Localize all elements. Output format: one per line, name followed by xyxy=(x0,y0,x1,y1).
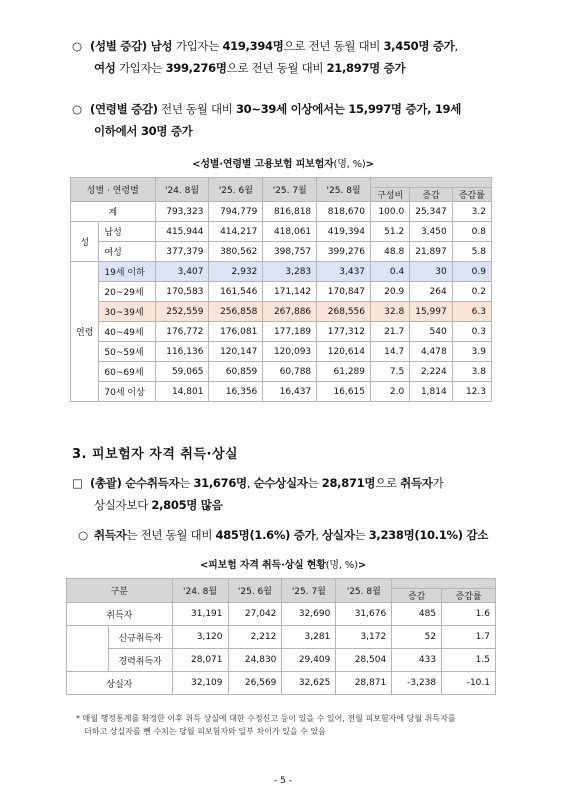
header-sub: 구성비 xyxy=(371,188,410,202)
table-row: 40~49세 176,772 176,081 177,189 177,312 21.7 540 0.3 xyxy=(71,322,492,342)
table-row: 취득자 31,191 27,042 32,690 31,676 485 1.6 xyxy=(67,603,496,626)
header-col: '25. 6월 xyxy=(209,178,263,202)
table-row: 50~59세 116,136 120,147 120,093 120,614 14.7 4,478 3.9 xyxy=(71,342,492,362)
header-col: '25. 8월 xyxy=(336,579,392,603)
page-number: - 5 - xyxy=(274,776,292,786)
gender-change-paragraph: ○ (성별 증감) 남성 가입자는 419,394명으로 전년 동월 대비 3,450명 증가, 여성 가입자는 399,276명으로 전년 동월 대비 21,897명 증가 xyxy=(72,39,458,75)
header-col: '25. 8월 xyxy=(317,178,371,202)
age-change-paragraph: ○ (연령별 증감) 전년 동월 대비 30~39세 이상에서는 15,997명 증가, 19세 이하에서 30명 증가 xyxy=(72,102,462,138)
table-row: 경력취득자 28,071 24,830 29,409 28,504 433 1.5 xyxy=(67,649,496,672)
group-label-age: 연령 xyxy=(71,262,99,402)
table-row: 60~69세 59,065 60,859 60,788 61,289 7.5 2,224 3.8 xyxy=(71,362,492,382)
insured-by-gender-age-table xyxy=(70,177,492,402)
header-sub: 증감 xyxy=(392,589,442,603)
table-row: 신규취득자 3,120 2,212 3,281 3,172 52 1.7 xyxy=(67,626,496,649)
header-sub: 증감률 xyxy=(442,589,496,603)
table1-caption: <성별·연령별 고용보험 피보험자(명, %)> xyxy=(192,159,374,170)
acquire-loss-table xyxy=(66,578,496,695)
header-sub: 증감률 xyxy=(452,188,491,202)
group-label-gender: 성 xyxy=(71,222,99,262)
header-col: '25. 6월 xyxy=(228,579,282,603)
summary-paragraph: □ (총괄) 순수취득자는 31,676명, 순수상실자는 28,871명으로 취득자가 상실자보다 2,805명 많음 xyxy=(72,476,444,512)
acquire-loss-paragraph: ○ 취득자는 전년 동월 대비 485명(1.6%) 증가, 상실자는 3,238명(10.1%) 감소 xyxy=(78,528,489,542)
table-row: 30~39세 252,559 256,858 267,886 268,556 32.8 15,997 6.3 xyxy=(71,302,492,322)
table-row: 20~29세 170,583 161,546 171,142 170,847 20.9 264 0.2 xyxy=(71,282,492,302)
table-row: 계 793,323 794,779 816,818 818,670 100.0 25,347 3.2 xyxy=(71,202,492,222)
footnote: * 매월 행정통계를 확정한 이후 취득 상실에 대한 수정신고 등이 있을 수 있어, 전월 피보험자에 당월 취득자를 더하고 상실자를 뺀 수치는 당월 피보험자와 일부 차이가 있을 수 있음 xyxy=(76,714,456,736)
header-col: '24. 8월 xyxy=(155,178,209,202)
header-col: '24. 8월 xyxy=(172,579,228,603)
table-row: 70세 이상 14,801 16,356 16,437 16,615 2.0 1,814 12.3 xyxy=(71,382,492,402)
header-sub: 증감 xyxy=(410,188,453,202)
table-row: 여성 377,379 380,562 398,757 399,276 48.8 21,897 5.8 xyxy=(71,242,492,262)
header-category: 성별 · 연령별 xyxy=(71,178,156,202)
table-row: 연령 19세 이하 3,407 2,932 3,283 3,437 0.4 30 0.9 xyxy=(71,262,492,282)
header-col: '25. 7월 xyxy=(263,178,317,202)
section-3-title: 3. 피보험자 자격 취득·상실 xyxy=(72,447,239,462)
table2-caption: <피보험 자격 취득·상실 현황(명, %)> xyxy=(200,560,366,571)
table-row: 성 남성 415,944 414,217 418,061 419,394 51.2 3,450 0.8 xyxy=(71,222,492,242)
table-row: 상실자 32,109 26,569 32,625 28,871 -3,238 -10.1 xyxy=(67,672,496,695)
header-col: '25. 7월 xyxy=(282,579,336,603)
header-category: 구분 xyxy=(67,579,173,603)
